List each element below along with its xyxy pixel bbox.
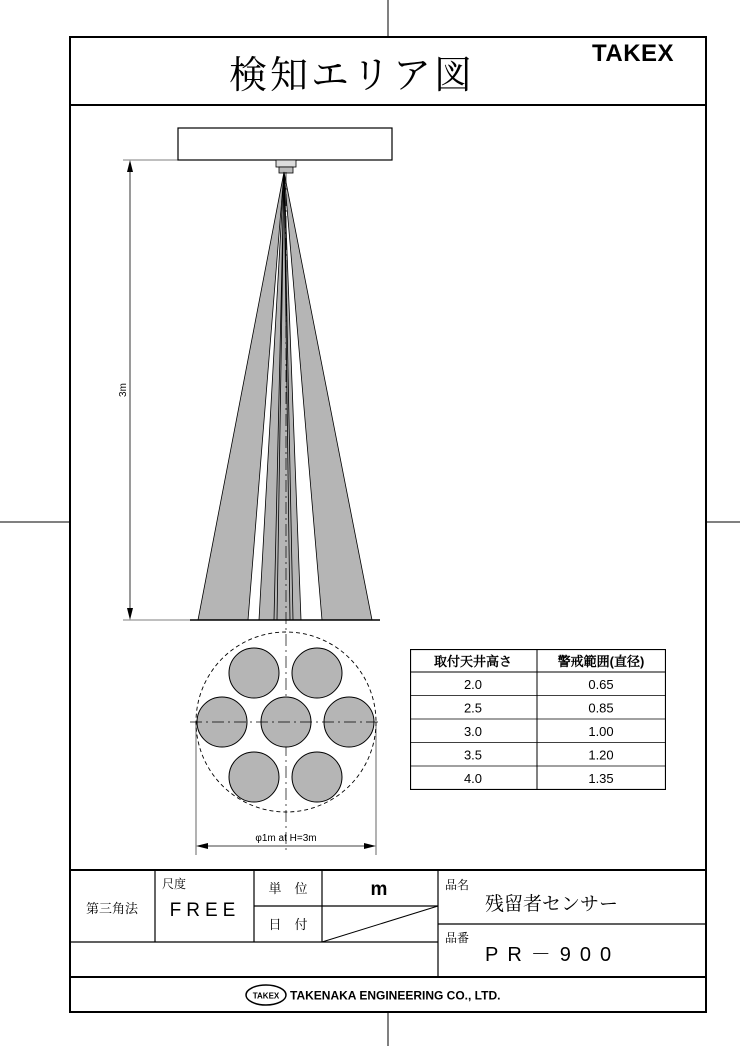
product-name-value: 残留者センサー (485, 894, 619, 915)
company-logo (246, 985, 286, 1005)
product-name-label: 品名 (445, 878, 470, 892)
width-label: φ1m at H=3m (255, 833, 317, 844)
table-header-height: 取付天井高さ (433, 654, 513, 669)
logo-text: TAKEX (252, 991, 280, 1001)
product-number-value: PR－900 (485, 944, 621, 966)
table-cell: 0.65 (588, 677, 614, 692)
table-cell: 1.20 (588, 747, 614, 763)
company-name: TAKENAKA ENGINEERING CO., LTD. (290, 988, 501, 1003)
height-label: 3m (118, 383, 129, 397)
table-cell: 1.00 (588, 724, 614, 739)
date-label: 日 付 (268, 917, 308, 932)
table-cell: 0.85 (588, 700, 614, 716)
unit-value: m (370, 879, 388, 900)
scale-value: FREE (169, 900, 241, 921)
table-cell: 1.35 (588, 771, 614, 786)
projection-label: 第三角法 (85, 901, 139, 916)
unit-label: 単 位 (268, 881, 308, 896)
table-cell: 4.0 (463, 771, 483, 786)
sheet-title: 検知エリア図 (228, 52, 475, 97)
product-number-label: 品番 (445, 931, 470, 945)
table-cell: 3.0 (463, 724, 483, 739)
table-header-range: 警戒範囲(直径) (557, 654, 645, 669)
table-cell: 2.5 (463, 700, 483, 716)
brand-logo: TAKEX (592, 40, 675, 67)
table-cell: 3.5 (463, 747, 483, 763)
scale-label: 尺度 (162, 877, 187, 891)
table-cell: 2.0 (463, 677, 483, 692)
